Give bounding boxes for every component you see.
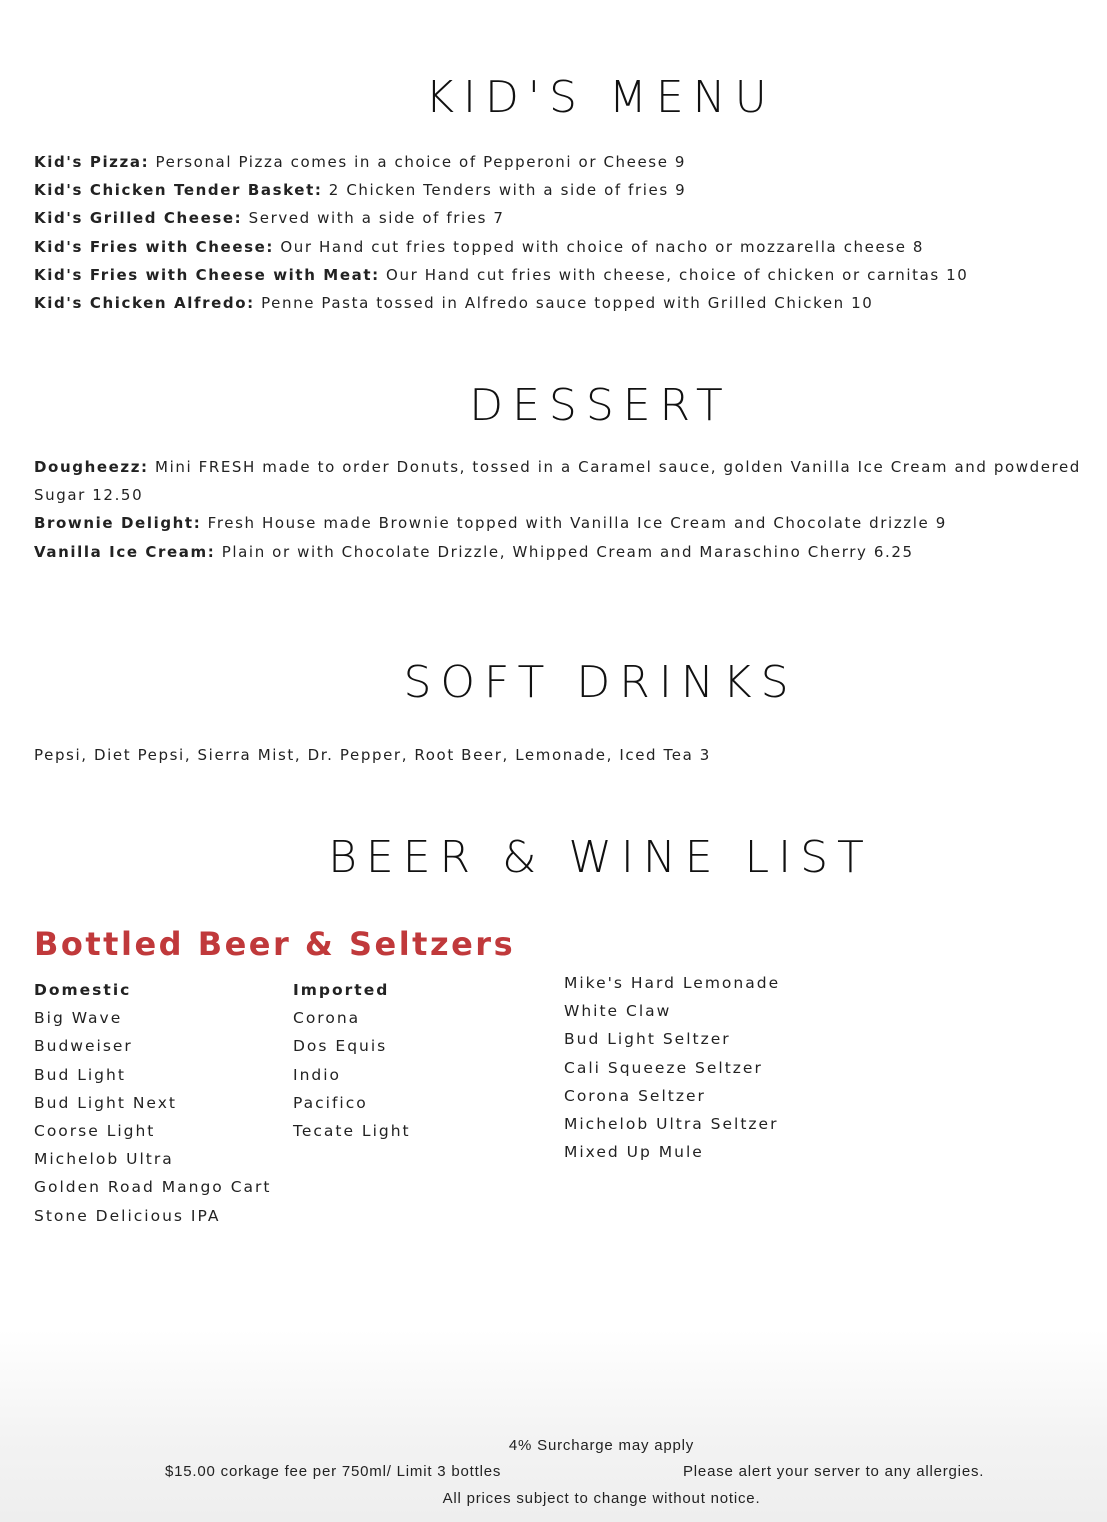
item-description: Plain or with Chocolate Drizzle, Whipped Cream and Maraschino Cherry 6.25 (215, 542, 914, 561)
menu-item (34, 176, 968, 204)
beer-item: Bud Light (34, 1065, 126, 1084)
beer-item: Golden Road Mango Cart (34, 1178, 272, 1197)
beer-item: Michelob Ultra (34, 1150, 174, 1169)
item-name: Kid's Pizza: (34, 153, 150, 171)
allergy-note: Please alert your server to any allergies. (683, 1463, 985, 1480)
menu-item (34, 204, 968, 232)
item-name: Kid's Chicken Tender Basket: (34, 181, 323, 200)
item-name: Kid's Fries with Cheese: (34, 237, 274, 256)
menu-item (34, 509, 1104, 537)
kids-menu-list (34, 148, 968, 317)
menu-item (34, 233, 968, 261)
kids-menu-title: KID'S MENU (425, 72, 776, 123)
beer-item: Pacifico (293, 1093, 368, 1112)
dessert-title: DESSERT (469, 380, 732, 431)
domestic-header: Domestic (34, 981, 132, 999)
seltzer-item: Cali Squeeze Seltzer (564, 1058, 763, 1077)
item-description: Penne Pasta tossed in Alfredo sauce topped with Grilled Chicken 10 (254, 294, 874, 313)
domestic-beer-list (34, 976, 271, 1230)
beer-wine-title: BEER & WINE LIST (328, 832, 873, 883)
item-description: Our Hand cut fries with cheese, choice of chicken or carnitas 10 (379, 265, 969, 284)
seltzer-item: Mike's Hard Lemonade (564, 974, 781, 992)
menu-item (34, 261, 968, 289)
soft-drinks-text: Pepsi, Diet Pepsi, Sierra Mist, Dr. Pepper, Root Beer, Lemonade, Iced Tea 3 (34, 746, 711, 764)
seltzer-item: Mixed Up Mule (564, 1143, 704, 1162)
item-name: Kid's Chicken Alfredo: (34, 294, 255, 313)
corkage-note: $15.00 corkage fee per 750ml/ Limit 3 bottles (165, 1463, 502, 1480)
beer-item: Budweiser (34, 1037, 133, 1056)
menu-item (34, 453, 1104, 509)
beer-item: Indio (293, 1065, 342, 1084)
item-name: Vanilla Ice Cream: (34, 542, 216, 561)
item-description: Fresh House made Brownie topped with Vanilla Ice Cream and Chocolate drizzle 9 (201, 514, 947, 533)
item-description: Mini FRESH made to order Donuts, tossed in a Caramel sauce, golden Vanilla Ice Cream and powdered Sugar 12.50 (34, 458, 1081, 505)
seltzer-list (564, 969, 780, 1166)
beer-item: Bud Light Next (34, 1093, 177, 1112)
dessert-list (34, 453, 1104, 566)
item-name: Kid's Grilled Cheese: (34, 209, 243, 228)
menu-item (34, 148, 968, 176)
seltzer-item: Corona Seltzer (564, 1086, 706, 1105)
menu-item (34, 538, 1104, 566)
beer-item: Big Wave (34, 1009, 123, 1028)
seltzer-item: Bud Light Seltzer (564, 1030, 731, 1049)
imported-header: Imported (293, 981, 390, 999)
seltzer-item: Michelob Ultra Seltzer (564, 1115, 779, 1134)
beer-item: Corona (293, 1009, 361, 1028)
item-name: Brownie Delight: (34, 514, 202, 533)
item-name: Kid's Fries with Cheese with Meat: (34, 265, 380, 284)
beer-item: Tecate Light (293, 1122, 411, 1141)
item-name: Dougheezz: (34, 458, 149, 476)
item-description: 2 Chicken Tenders with a side of fries 9 (322, 181, 687, 200)
beer-item: Stone Delicious IPA (34, 1206, 221, 1225)
beer-item: Coorse Light (34, 1122, 156, 1141)
item-description: Personal Pizza comes in a choice of Pepperoni or Cheese 9 (149, 153, 687, 171)
imported-beer-list (293, 976, 411, 1145)
item-description: Served with a side of fries 7 (242, 209, 505, 228)
item-description: Our Hand cut fries topped with choice of nacho or mozzarella cheese 8 (274, 237, 925, 256)
menu-item (34, 289, 968, 317)
soft-drinks-title: SOFT DRINKS (403, 657, 798, 708)
beer-item: Dos Equis (293, 1037, 388, 1056)
prices-note: All prices subject to change without notice. (442, 1490, 761, 1507)
seltzer-item: White Claw (564, 1002, 672, 1021)
bottled-beer-subtitle: Bottled Beer & Seltzers (34, 925, 516, 963)
surcharge-note: 4% Surcharge may apply (508, 1437, 695, 1454)
